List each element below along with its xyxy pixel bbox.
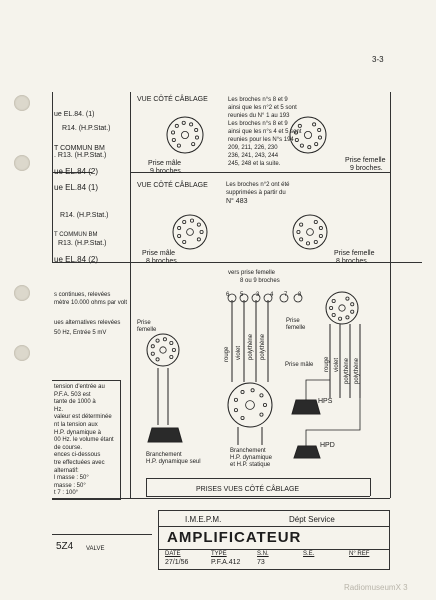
sensitivity-line: ences ci-dessous — [54, 452, 101, 459]
tube-line: T COMMUN BM — [54, 145, 105, 152]
center-cable — [238, 427, 262, 445]
socket-pin — [156, 339, 159, 342]
tube-line: ue EL.84 (1) — [54, 183, 99, 192]
block1-female-label-1: Prise femelle — [345, 157, 386, 164]
title-value: P.F.A.412 — [211, 559, 241, 566]
tube-line: ue EL.84 (2) — [54, 255, 99, 264]
wire-right-label-polythene-2: polythène — [354, 357, 360, 384]
socket-pin — [300, 144, 303, 147]
block1-note-line: 245, 248 et la suite. — [228, 161, 281, 167]
block1-note-line: 209, 211, 226, 230 — [228, 145, 278, 151]
male-socket-9pin-center — [181, 131, 188, 138]
connection1-label-1: Branchement — [146, 452, 182, 458]
female-socket-8pin-center — [307, 229, 314, 236]
note-line: mètre 10.000 ohms par volt — [54, 300, 128, 306]
speaker-dynamic — [294, 446, 320, 458]
block2-female-label-1: Prise femelle — [334, 250, 375, 257]
sensitivity-line: Hz. — [54, 406, 63, 413]
wire-label-rouge: rouge — [224, 346, 230, 362]
socket-pin — [346, 316, 349, 319]
connection2-label-3: et H.P. statique — [230, 462, 271, 468]
wire-right-label-violet: violet — [334, 357, 340, 372]
terminal — [294, 294, 302, 302]
socket-pin — [178, 226, 181, 229]
sensitivity-line: alternatif: — [54, 467, 79, 474]
valve-label: VALVE — [86, 546, 105, 552]
sensitivity-line: l masse : 50° — [54, 475, 89, 482]
male-socket-8pin-center — [187, 229, 194, 236]
pin-number: 4 — [270, 292, 274, 298]
socket-pin — [172, 348, 175, 351]
block1-note-line: Les broches n°s 8 et 9 — [228, 97, 288, 103]
socket-pin — [192, 142, 195, 145]
socket-pin — [332, 313, 335, 316]
socket-pin — [234, 409, 237, 412]
right-socket-label-1: Prise — [286, 318, 300, 324]
socket-pin — [332, 299, 335, 302]
right-female-socket-center — [339, 305, 345, 311]
hps-label: HPS — [318, 398, 333, 405]
title-header: N° REF — [349, 551, 370, 557]
socket-pin — [178, 234, 181, 237]
right-socket-label-2: femelle — [286, 325, 306, 331]
title-header: DATE — [165, 551, 181, 557]
document-title: AMPLIFICATEUR — [167, 529, 302, 546]
tube-line: . R13. (H.P.Stat.) — [54, 152, 107, 159]
socket-pin — [294, 131, 297, 134]
sensitivity-line: nt la tension aux — [54, 422, 98, 428]
socket-pin — [183, 220, 186, 223]
center-male-plug — [228, 383, 272, 427]
block1-note-line: ainsi que les n°s 4 et 5 sont — [228, 129, 302, 135]
socket-pin — [163, 338, 166, 341]
tube-line: R14. (H.P.Stat.) — [62, 125, 111, 132]
left-socket-label-2: femelle — [137, 327, 157, 333]
block2-heading: VUE CÔTÉ CÂBLAGE — [137, 182, 208, 189]
socket-pin — [170, 341, 173, 344]
socket-pin — [182, 121, 185, 124]
note-line: ues alternatives relevées — [54, 320, 121, 326]
socket-pin — [295, 138, 298, 141]
pin-number: 3 — [256, 292, 260, 298]
tube-line: R13. (H.P.Stat.) — [58, 240, 107, 247]
block1-note-line: 236, 241, 243, 244 — [228, 153, 279, 159]
pin-number: 6 — [226, 292, 230, 298]
wire-right-label-polythene: polythène — [344, 357, 350, 384]
socket-pin — [313, 123, 316, 126]
socket-pin — [200, 230, 203, 233]
sensitivity-line: tre effectuées avec — [54, 460, 105, 466]
socket-pin — [197, 238, 200, 241]
terminal — [280, 294, 288, 302]
female-socket-8pin — [293, 215, 327, 249]
socket-pin — [171, 131, 174, 134]
valve-code: 5Z4 — [56, 541, 74, 552]
socket-pin — [241, 390, 244, 393]
socket-pin — [319, 226, 322, 229]
socket-pin — [308, 146, 311, 149]
sensitivity-line: P.F.A. 503 est — [54, 391, 91, 398]
socket-pin — [170, 355, 173, 358]
left-socket-label-1: Prise — [137, 320, 151, 326]
watermark: RadiomuseumX 3 — [344, 583, 408, 592]
page-number: 3-3 — [372, 55, 384, 64]
socket-pin — [151, 352, 154, 355]
socket-pin — [177, 144, 180, 147]
socket-pin — [175, 124, 178, 127]
socket-pin — [195, 136, 198, 139]
pin-number: 5 — [240, 292, 244, 298]
socket-pin — [297, 230, 300, 233]
socket-pin — [339, 317, 342, 320]
socket-pin — [263, 403, 266, 406]
socket-pin — [351, 303, 354, 306]
tube-line: T COMMUN BM — [54, 232, 98, 238]
block2-note-3: N° 483 — [226, 198, 248, 205]
hps-wire — [306, 380, 330, 400]
title-value: 27/1/56 — [165, 559, 189, 566]
left-cable — [158, 368, 168, 425]
wiring-top-label-1: vers prise femelle — [228, 270, 276, 276]
sensitivity-line: tension d'entrée au — [54, 384, 105, 390]
left-female-socket-center — [160, 347, 166, 353]
block2-male-label-1: Prise mâle — [142, 250, 176, 257]
socket-pin — [190, 123, 193, 126]
socket-pin — [314, 220, 317, 223]
block1-heading: VUE CÔTÉ CÂBLAGE — [137, 96, 208, 103]
tube-line: R14. (H.P.Stat.) — [60, 212, 109, 219]
socket-pin — [190, 219, 193, 222]
block1-note-line: Les broches n°s 8 et 9 — [228, 121, 288, 127]
block1-note-line: reunies pour les N°s 194 — [228, 137, 294, 143]
block2-female-label-2: 8 broches. — [336, 258, 369, 265]
socket-pin — [318, 136, 321, 139]
socket-pin — [197, 223, 200, 226]
note-line: s continues, relevées — [54, 292, 111, 298]
socket-pin — [183, 240, 186, 243]
tube-line: ue EL.84. (1) — [54, 111, 95, 118]
title-header: TYPE — [211, 551, 227, 557]
connection1-label-2: H.P. dynamique seul — [146, 459, 201, 465]
speaker-dynamic-only — [148, 428, 182, 442]
block2-note-2: supprimées à partir du — [226, 190, 286, 196]
block1-female-label-2: 9 broches. — [350, 165, 383, 172]
wiring-footer: PRISES VUES CÔTÉ CÂBLAGE — [196, 486, 300, 493]
socket-pin — [300, 238, 303, 241]
socket-pin — [260, 413, 263, 416]
sensitivity-line: H.P. dynamique à — [54, 429, 101, 436]
socket-pin — [251, 389, 254, 392]
connection2-label-2: H.P. dynamique — [230, 455, 272, 461]
socket-pin — [234, 398, 237, 401]
male-socket-8pin — [173, 215, 207, 249]
sensitivity-line: tante de 1000 à — [54, 399, 96, 406]
socket-pin — [195, 128, 198, 131]
hpd-label: HPD — [320, 442, 335, 449]
wire-label-violet: violet — [236, 345, 242, 360]
block1-note-line: ainsi que les n°2 et 5 sont — [228, 105, 297, 111]
block2-note-1: Les broches n°2 ont été — [226, 182, 290, 188]
tube-line: ue EL.84 (2) — [54, 167, 99, 176]
org-name: I.M.E.P.M. — [185, 515, 222, 524]
socket-pin — [315, 142, 318, 145]
socket-pin — [351, 310, 354, 313]
pin-number: 7 — [284, 292, 288, 298]
title-header: S.E. — [303, 551, 315, 557]
socket-pin — [300, 223, 303, 226]
sensitivity-line: masse : 50° — [54, 482, 86, 489]
socket-pin — [319, 234, 322, 237]
socket-pin — [151, 345, 154, 348]
socket-pin — [346, 297, 349, 300]
sensitivity-line: de course. — [54, 444, 83, 451]
socket-pin — [260, 394, 263, 397]
sensitivity-line: 00 Hz. le volume étant — [54, 437, 114, 444]
block1-male-label-1: Prise mâle — [148, 160, 182, 167]
socket-pin — [330, 306, 333, 309]
speaker-static — [292, 400, 320, 414]
mid-socket-label: Prise mâle — [285, 362, 314, 368]
socket-pin — [318, 128, 321, 131]
socket-pin — [241, 416, 244, 419]
dept-name: Dépt Service — [289, 515, 335, 524]
sensitivity-line: t 7 : 100° — [54, 490, 79, 497]
title-value: 73 — [257, 559, 265, 566]
block1-male-label-2: 9 broches. — [150, 168, 183, 175]
wiring-top-label-2: 8 ou 9 broches — [240, 278, 280, 284]
socket-pin — [172, 138, 175, 141]
sensitivity-line: valeur est déterminée — [54, 414, 112, 421]
socket-pin — [314, 240, 317, 243]
socket-pin — [156, 358, 159, 361]
socket-pin — [298, 124, 301, 127]
wire-right-label-rouge: rouge — [324, 356, 330, 372]
connection2-label-1: Branchement — [230, 448, 266, 454]
block1-note-line: reunies du N° 1 au 193 — [228, 113, 290, 119]
note-line: 50 Hz, Entrée 5 mV — [54, 330, 107, 336]
pin-number: 8 — [298, 292, 302, 298]
title-header: S.N. — [257, 551, 269, 557]
wire-label-polythene: polythène — [248, 333, 254, 360]
female-socket-9pin-center — [304, 131, 311, 138]
socket-pin — [306, 242, 309, 245]
wire-label-polythene-2: polythène — [260, 333, 266, 360]
center-male-plug-center — [246, 401, 255, 410]
block2-male-label-2: 8 broches. — [146, 258, 179, 265]
